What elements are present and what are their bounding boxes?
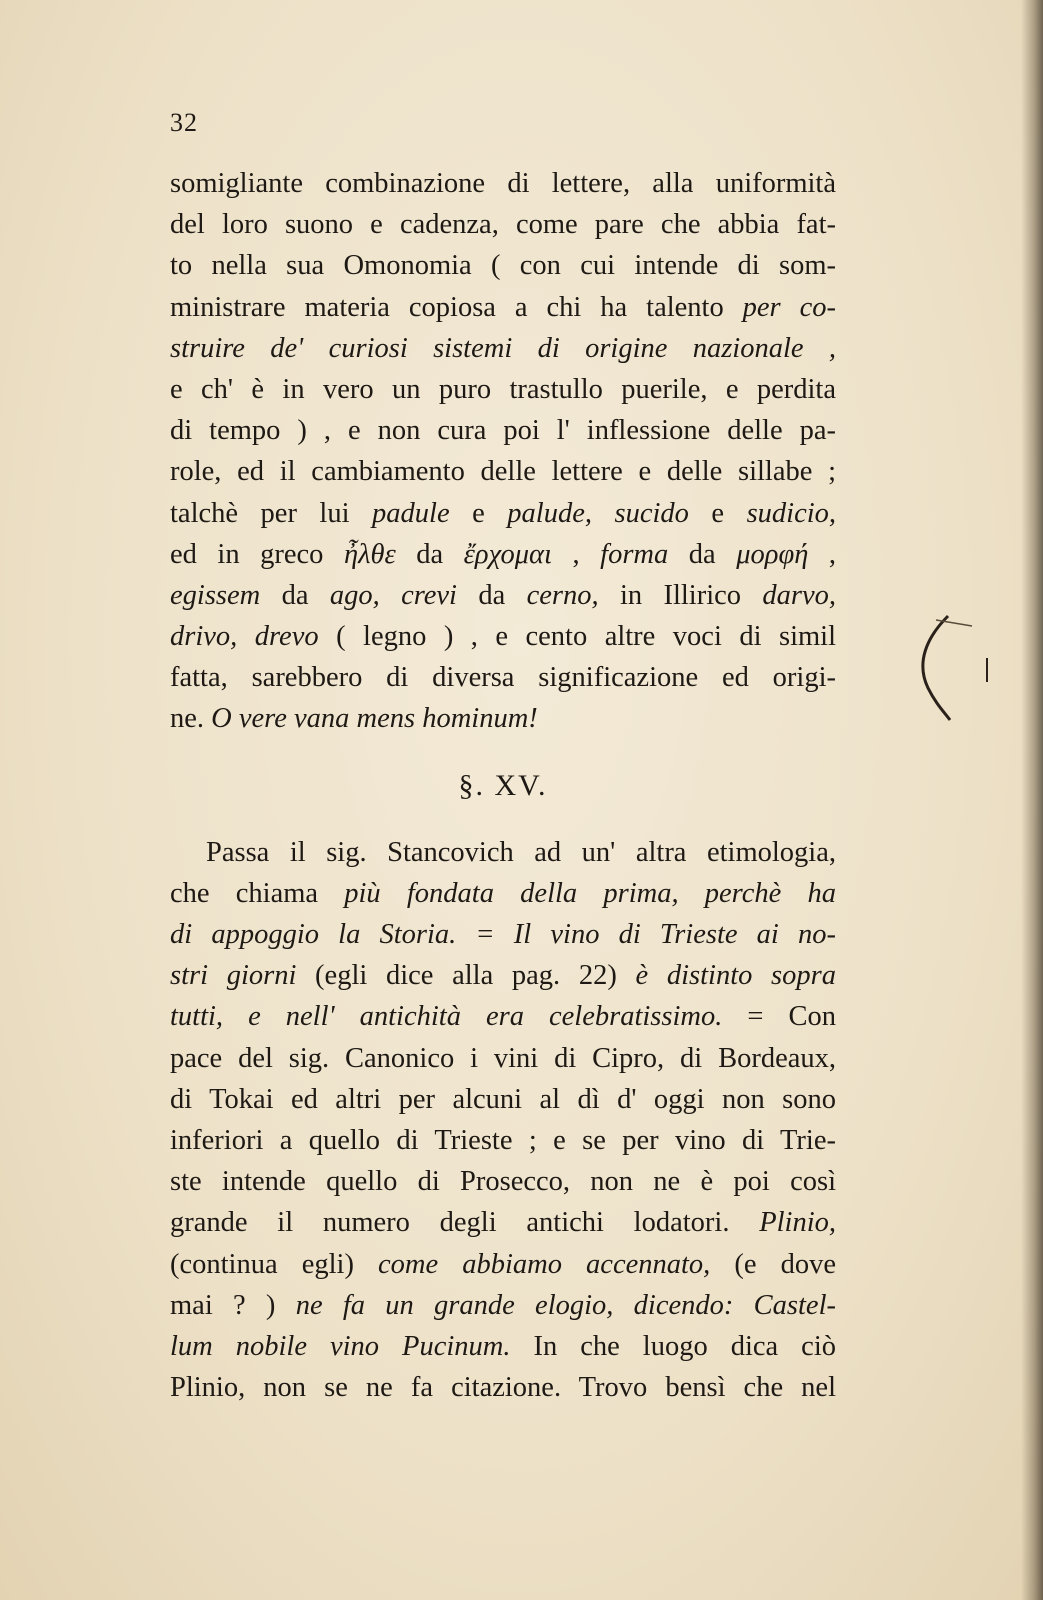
roman-text: pace del sig. Canonico i vini di Cipro, di Bordeaux, xyxy=(170,1042,836,1074)
roman-text: ste intende quello di Prosecco, non ne è poi così xyxy=(170,1166,836,1198)
roman-text: mai ? ) xyxy=(170,1289,296,1321)
italic-text: Plinio, xyxy=(759,1207,836,1239)
paragraph-section-xv xyxy=(170,832,836,1409)
text-line xyxy=(170,1367,836,1408)
roman-text: ( legno ) , e cento altre voci di simil xyxy=(318,621,836,653)
roman-text: e xyxy=(688,497,747,529)
roman-text: ed in greco xyxy=(170,538,344,570)
roman-text: di tempo ) , e non cura poi l' inflessione delle pa- xyxy=(170,415,836,447)
italic-text: struire de' curiosi sistemi di origine nazionale , xyxy=(170,332,836,364)
text-line xyxy=(170,873,836,914)
roman-text: ministrare materia copiosa a chi ha talento xyxy=(170,291,743,323)
italic-text: per co- xyxy=(742,291,836,323)
italic-text: O vere vana mens hominum! xyxy=(211,703,538,735)
text-line xyxy=(170,698,836,739)
text-line xyxy=(170,1038,836,1079)
italic-text: ne fa un grande elogio, dicendo: Castel- xyxy=(295,1289,836,1321)
roman-text: = Con xyxy=(722,1001,836,1033)
text-line xyxy=(170,1161,836,1202)
text-line xyxy=(170,955,836,996)
page-number: 32 xyxy=(170,108,198,137)
roman-text: del loro suono e cadenza, come pare che abbia fat- xyxy=(170,209,836,241)
text-line xyxy=(170,1202,836,1243)
italic-text: più fondata della prima, perchè ha xyxy=(344,877,836,909)
roman-text: Plinio, non se ne fa citazione. Trovo bensì che nel xyxy=(170,1372,836,1404)
italic-text: come abbiamo accennato, xyxy=(378,1248,711,1280)
section-heading: §. XV. xyxy=(458,768,548,802)
italic-text: μορφή xyxy=(736,538,809,570)
roman-text: (continua egli) xyxy=(170,1248,379,1280)
roman-text: che chiama xyxy=(170,877,345,909)
roman-text: , xyxy=(551,538,601,570)
roman-text: somigliante combinazione di lettere, alla uniformità xyxy=(170,168,836,199)
roman-text: grande il numero degli antichi lodatori. xyxy=(170,1207,760,1239)
margin-bracket-mark xyxy=(908,608,988,728)
roman-text: Passa il sig. Stancovich ad un' altra etimologia, xyxy=(206,836,836,868)
roman-text: da xyxy=(456,579,527,611)
text-line xyxy=(170,832,836,873)
text-line xyxy=(170,1326,836,1367)
roman-text: ne. xyxy=(170,703,212,735)
text-line xyxy=(170,328,836,369)
italic-text: lum nobile vino Pucinum. xyxy=(170,1330,511,1362)
text-line xyxy=(170,493,836,534)
roman-text: e xyxy=(449,497,508,529)
text-line xyxy=(170,369,836,410)
roman-text: (e dove xyxy=(710,1248,836,1280)
roman-text: da xyxy=(395,538,464,570)
italic-text: padule xyxy=(372,497,450,529)
paragraph-continuation xyxy=(170,163,836,740)
roman-text: inferiori a quello di Trieste ; e se per vino di Trie- xyxy=(170,1124,836,1156)
italic-text: è distinto sopra xyxy=(635,960,836,992)
italic-text: darvo, xyxy=(762,579,837,611)
italic-text: drivo, drevo xyxy=(170,621,319,653)
italic-text: ἔρχομαι xyxy=(463,538,552,570)
roman-text: In che luogo dica ciò xyxy=(510,1330,836,1362)
roman-text: talchè per lui xyxy=(170,497,373,529)
roman-text: di Tokai ed altri per alcuni al dì d' oggi non sono xyxy=(170,1083,836,1115)
text-line xyxy=(170,1120,836,1161)
italic-text: palude, sucido xyxy=(507,497,689,529)
italic-text: sudicio, xyxy=(746,497,837,529)
roman-text: to nella sua Omonomia ( con cui intende di som- xyxy=(170,250,836,282)
text-line xyxy=(170,1244,836,1285)
text-line xyxy=(170,534,836,575)
text-line xyxy=(170,616,836,657)
italic-text: egissem xyxy=(170,579,261,611)
text-line xyxy=(170,451,836,492)
text-line xyxy=(170,914,836,955)
roman-text: fatta, sarebbero di diversa significazione ed origi- xyxy=(170,662,836,694)
page-edge-shadow xyxy=(1021,0,1043,1600)
italic-text: ago, crevi xyxy=(329,579,457,611)
roman-text: da xyxy=(668,538,737,570)
italic-text: stri giorni xyxy=(170,960,297,992)
text-line xyxy=(170,996,836,1037)
text-line xyxy=(170,1079,836,1120)
roman-text: , xyxy=(808,538,837,570)
italic-text: tutti, e nell' antichità era celebratissimo. xyxy=(170,1001,723,1033)
text-line xyxy=(170,1285,836,1326)
italic-text: di appoggio la Storia. = Il vino di Trieste ai no- xyxy=(170,919,836,950)
roman-text: role, ed il cambiamento delle lettere e delle sillabe ; xyxy=(170,456,836,488)
text-line xyxy=(170,575,836,616)
italic-text: forma xyxy=(600,538,669,570)
text-line xyxy=(170,287,836,328)
italic-text: cerno, xyxy=(526,579,599,611)
roman-text: e ch' è in vero un puro trastullo puerile, e perdita xyxy=(170,373,836,405)
text-line xyxy=(170,245,836,286)
text-line xyxy=(170,204,836,245)
text-line xyxy=(170,657,836,698)
text-body xyxy=(170,163,836,1408)
roman-text: in Illirico xyxy=(598,579,763,611)
roman-text: da xyxy=(260,579,330,611)
text-line xyxy=(170,163,836,204)
roman-text: (egli dice alla pag. 22) xyxy=(296,960,636,992)
italic-text: ἦλθε xyxy=(343,538,396,570)
text-line xyxy=(170,410,836,451)
